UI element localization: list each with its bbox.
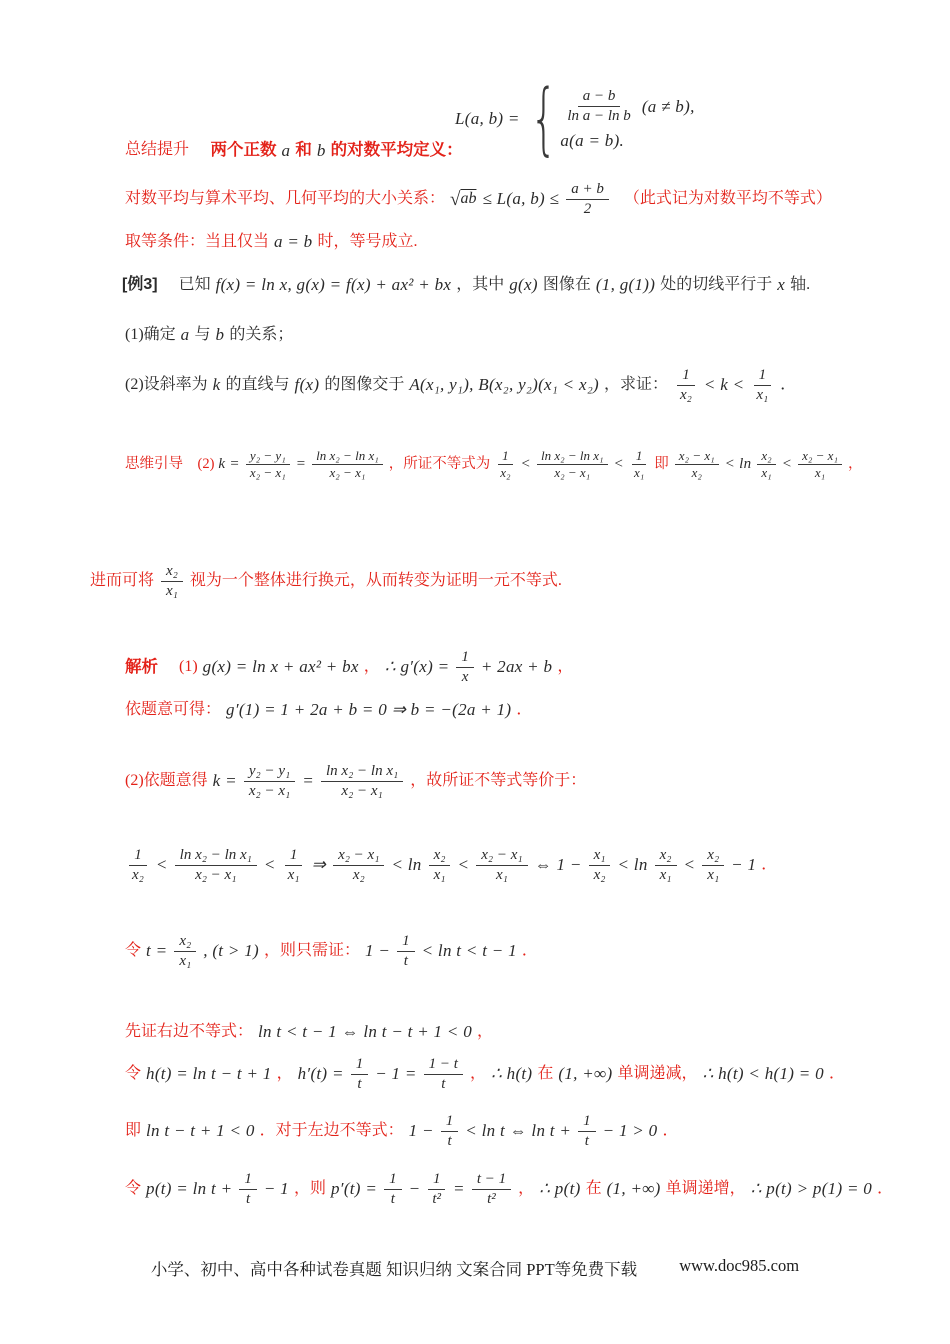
math-run: b (316, 140, 326, 160)
page-footer (0, 1256, 950, 1280)
fraction-numerator: 1 (578, 1112, 596, 1132)
cases-row (560, 87, 694, 126)
fraction (578, 1112, 596, 1151)
fraction (496, 448, 514, 482)
fraction-numerator: 1 (754, 366, 772, 386)
fraction (424, 1055, 463, 1094)
math-run: k = (218, 456, 240, 473)
fraction-numerator: 1 (351, 1055, 369, 1075)
fraction-denominator: ln a − ln b (567, 108, 631, 125)
annotation-text-run: ． (828, 1064, 845, 1082)
fraction-numerator: x₂ − x₁ (476, 846, 527, 866)
p-function-proof-line (125, 1170, 893, 1209)
annotation-text-run: 即 (125, 1121, 142, 1139)
annotation-text-run: ． (521, 941, 538, 959)
fraction (441, 1112, 459, 1151)
math-run: < ln (724, 456, 752, 473)
fraction-denominator: x₂ − x₁ (249, 465, 286, 481)
mean-relation-line (125, 180, 832, 219)
annotation-text-run: 两个正数 (194, 141, 277, 159)
math-run: , (t > 1) (203, 941, 259, 961)
fraction (537, 448, 608, 482)
fraction (655, 846, 677, 885)
text-run: 轴. (790, 276, 811, 293)
fraction (333, 846, 384, 885)
fraction (675, 448, 719, 482)
question-1-line (125, 325, 293, 346)
math-run: ∴ p(t) > p(1) = 0 (750, 1179, 873, 1199)
fraction-numerator: 1 (285, 846, 303, 866)
fraction-denominator: x₂ (132, 866, 144, 883)
fraction-denominator: x₁ (659, 866, 672, 883)
fraction-numerator: x₂ (174, 932, 196, 952)
annotation-text-run: （此式记为对数平均不等式） (615, 189, 832, 207)
derivative-result-line (125, 700, 532, 721)
math-run: x (777, 275, 786, 295)
fraction-denominator: t (403, 952, 408, 969)
fraction-denominator: x₁ (814, 465, 826, 481)
annotation-text-run: ， (518, 1179, 535, 1197)
annotation-text-run: (2)依题意得 (125, 771, 208, 789)
math-run: − 1 > 0 (602, 1121, 658, 1141)
annotation-text-run: ，则 (293, 1179, 326, 1197)
cases-rows (560, 87, 694, 151)
analysis-part1-line (125, 648, 573, 687)
math-run: = (295, 456, 307, 473)
math-run: < ln (391, 855, 422, 875)
fraction-denominator: 2 (583, 200, 592, 217)
cases-brace: { (529, 74, 558, 164)
left-inequality-line (125, 1112, 678, 1151)
fraction (456, 648, 474, 687)
math-run: g(x) (509, 275, 538, 295)
math-run: t = (146, 941, 168, 961)
math-run: p′(t) = (331, 1179, 378, 1199)
fraction (757, 448, 775, 482)
math-run: < ln t ⇔ ln t + (465, 1121, 572, 1141)
fraction (589, 846, 611, 885)
fraction (472, 1170, 511, 1209)
fraction-numerator: ln x₂ − ln x₁ (321, 762, 403, 782)
substitution-t-line (125, 932, 538, 971)
math-run: ∴ h(t) < h(1) = 0 (702, 1064, 824, 1084)
fraction (397, 932, 415, 971)
math-run: ⇔ 1 − (534, 855, 582, 875)
math-run: h(t) = ln t − t + 1 (146, 1064, 272, 1084)
fraction-numerator: x₂ − x₁ (333, 846, 384, 866)
math-run: < (683, 855, 696, 875)
annotation-text-run: ， (557, 657, 574, 675)
fraction-numerator: x₂ − x₁ (675, 448, 719, 465)
piecewise-cases (525, 74, 695, 164)
cases-row (560, 131, 694, 151)
math-run: a (180, 325, 190, 345)
annotation-text-run: 令 (125, 941, 142, 959)
fraction (476, 846, 527, 885)
math-run: b (215, 325, 225, 345)
math-run: (1, g(1)) (595, 275, 656, 295)
fraction-denominator: t (390, 1190, 395, 1207)
math-run: < (457, 855, 470, 875)
fraction-denominator: x₂ − x₁ (554, 465, 591, 481)
math-run: 1 − (364, 941, 391, 961)
math-run: L(a, b) = (455, 109, 520, 129)
fraction-numerator: 1 (384, 1170, 402, 1190)
fraction-denominator: x₁ (287, 866, 300, 883)
summary-title-line (125, 140, 463, 161)
fraction (384, 1170, 402, 1209)
footer-download-text: 小学、初中、高中各种试卷真题 知识归纳 文案合同 PPT等免费下载 (150, 1260, 638, 1279)
fraction (127, 846, 149, 885)
fraction-numerator: 1 (397, 932, 415, 952)
equality-condition-line (125, 232, 418, 253)
fraction-numerator: ln x₂ − ln x₁ (175, 846, 257, 866)
fraction-denominator: x₂ − x₁ (248, 782, 291, 799)
annotation-text-run: 先证右边不等式： (125, 1023, 254, 1040)
annotation-text-run: ． (662, 1121, 679, 1139)
annotation-text-run: 单调递减， (617, 1064, 698, 1082)
fraction (283, 846, 305, 885)
annotation-text-run: ，故所证不等式等价于： (410, 771, 587, 789)
annotation-text-run: ． (877, 1179, 894, 1197)
thinking-guide-line (125, 448, 862, 482)
annotation-text-run: 时，等号成立. (317, 233, 418, 250)
fraction (798, 448, 842, 482)
fraction-numerator: 1 (441, 1112, 459, 1132)
annotation-text-run: ， (477, 1023, 494, 1040)
right-inequality-line (125, 1022, 493, 1043)
math-run: h′(t) = (297, 1064, 344, 1084)
math-run: a = b (274, 232, 313, 252)
math-run: − 1 = (375, 1064, 417, 1084)
math-run: < ln (617, 855, 648, 875)
math-run: A(x₁, y₁), B(x₂, y₂)(x₁ < x₂) (409, 375, 599, 395)
text-run: 与 (194, 326, 211, 343)
math-run: < (781, 456, 793, 473)
math-run: − 1 (263, 1179, 289, 1199)
fraction-denominator: x₁ (166, 582, 178, 599)
annotation-text-run: 取等条件：当且仅当 (125, 233, 270, 250)
fraction-denominator: t (447, 1132, 452, 1149)
math-run: 1 − (408, 1121, 434, 1141)
annotation-text-run: 在 (585, 1179, 602, 1197)
fraction-numerator: a + b (566, 180, 609, 200)
math-run: = (453, 1179, 465, 1199)
fraction-numerator: 1 (129, 846, 147, 866)
fraction-numerator: 1 (456, 648, 474, 668)
substitution-note-line (90, 562, 562, 601)
fraction-numerator: 1 − t (424, 1055, 463, 1075)
math-run: k = (212, 771, 237, 791)
fraction (312, 448, 383, 482)
math-run: (1, +∞) (606, 1179, 661, 1199)
fraction-denominator: x₂ (500, 465, 511, 481)
fraction (427, 1170, 446, 1209)
fraction (751, 366, 773, 405)
annotation-text-run: ．对于左边不等式： (259, 1121, 404, 1139)
fraction-denominator: x₁ (761, 465, 772, 481)
fraction (675, 366, 697, 405)
math-run: g(x) = ln x + ax² + bx (202, 657, 359, 677)
fraction-numerator: 1 (428, 1170, 446, 1190)
math-run: ≤ L(a, b) ≤ (482, 189, 560, 209)
math-run: + 2ax + b (480, 657, 553, 677)
fraction-numerator: t − 1 (472, 1170, 511, 1190)
math-run: p(t) = ln t + (146, 1179, 233, 1199)
math-run: < (263, 855, 276, 875)
fraction-numerator: y₂ − y₁ (246, 448, 290, 465)
fraction-numerator: x₂ (655, 846, 677, 866)
annotation-text-run: ． (516, 701, 533, 718)
fraction-denominator: t (246, 1190, 251, 1207)
math-run: g′(1) = 1 + 2a + b = 0 ⇒ b = −(2a + 1) (226, 700, 512, 720)
text-run: ，求证： (604, 375, 669, 393)
fraction (321, 762, 403, 801)
fraction-denominator: x₁ (433, 866, 446, 883)
fraction-numerator: 1 (239, 1170, 257, 1190)
annotation-text-run: 即 (654, 456, 669, 473)
math-run: ln t − t + 1 < 0 (146, 1121, 255, 1141)
fraction-denominator: x₂ − x₁ (341, 782, 383, 799)
fraction (630, 448, 648, 482)
annotation-text-run: 和 (295, 141, 312, 159)
fraction (429, 846, 451, 885)
math-run: f(x) (294, 375, 320, 395)
math-run: a (281, 140, 291, 160)
math-run: ln t < t − 1 ⇔ ln t − t + 1 < 0 (258, 1022, 473, 1042)
fraction-denominator: t (357, 1075, 362, 1092)
fraction-numerator: 1 (632, 448, 647, 465)
annotation-text-run: 视为一个整体进行换元，从而转变为证明一元不等式. (189, 571, 562, 589)
fraction-denominator: x₂ (352, 866, 365, 883)
text-run: 的直线与 (225, 375, 290, 393)
fraction-denominator: x₁ (707, 866, 720, 883)
fraction-numerator: 1 (498, 448, 513, 465)
text-run: 的图像交于 (324, 375, 405, 393)
fraction-numerator: x₂ (161, 562, 183, 582)
fraction (174, 932, 196, 971)
h-function-proof-line (125, 1055, 845, 1094)
fraction-numerator: ln x₂ − ln x₁ (537, 448, 608, 465)
text-run: (2)设斜率为 (125, 375, 208, 393)
math-run: f(x) = ln x, g(x) = f(x) + ax² + bx (215, 275, 452, 295)
annotation-text-run: (1) (163, 657, 198, 675)
annotation-text-run: 思维引导 (2) (125, 456, 215, 473)
math-run: (1, +∞) (558, 1064, 613, 1084)
fraction-numerator: ln x₂ − ln x₁ (312, 448, 383, 465)
math-run: − 1 (731, 855, 757, 875)
fraction-numerator: x₂ (757, 448, 775, 465)
annotation-text-run: 进而可将 (90, 571, 155, 589)
annotation-text-run: 对数平均与算术平均、几何平均的大小关系： (125, 189, 446, 207)
math-run: < (613, 456, 624, 473)
fraction-denominator: x₂ (691, 465, 702, 481)
math-run: = (302, 771, 314, 791)
question-2-line (125, 366, 796, 405)
fraction (239, 1170, 257, 1209)
math-run: a(a = b). (560, 130, 625, 150)
math-run: ⇒ (311, 855, 327, 875)
example-3-statement-line (122, 275, 810, 296)
analysis-part2-line (125, 762, 586, 801)
annotation-text-run: ． (761, 855, 778, 873)
fraction (175, 846, 257, 885)
annotation-text-run: ， (363, 657, 380, 675)
math-run: ∴ h(t) (490, 1064, 533, 1084)
fraction (161, 562, 183, 601)
text-run: ，其中 (456, 276, 505, 293)
fraction-numerator: 1 (677, 366, 695, 386)
annotation-text-run: 的对数平均定义： (330, 141, 463, 159)
text-run: 处的切线平行于 (660, 276, 773, 293)
math-run: − (408, 1179, 421, 1199)
fraction (244, 762, 295, 801)
radicand: ab (460, 189, 477, 207)
annotation-text-run: ， (847, 456, 863, 473)
annotation-text-run: ， (276, 1064, 293, 1082)
fraction-denominator: t² (487, 1190, 496, 1207)
text-run: ． (780, 375, 797, 393)
annotation-text-run: 令 (125, 1064, 142, 1082)
annotation-text-run: 解析 (125, 657, 158, 676)
math-run: ∴ p(t) (539, 1179, 581, 1199)
fraction-denominator: x₂ − x₁ (195, 866, 237, 883)
annotation-text-run: ，所证不等式为 (388, 456, 491, 473)
footer-site-url: www.doc985.com (679, 1256, 800, 1275)
math-run: < (155, 855, 168, 875)
text-run: 已知 (162, 276, 211, 293)
fraction-numerator: a − b (578, 87, 621, 107)
annotation-text-run: ，则只需证： (263, 941, 360, 959)
annotation-text-run: 单调递增， (665, 1179, 746, 1197)
fraction-denominator: t (584, 1132, 589, 1149)
math-run: k (212, 375, 221, 395)
fraction (246, 448, 290, 482)
fraction-denominator: x₁ (756, 386, 769, 403)
fraction (351, 1055, 369, 1094)
sqrt-expression (450, 190, 477, 209)
fraction-denominator: x₂ − x₁ (329, 465, 366, 481)
fraction-numerator: x₂ − x₁ (798, 448, 842, 465)
fraction-denominator: t (441, 1075, 446, 1092)
fraction-denominator: x₂ (593, 866, 606, 883)
text-run: [例3] (122, 276, 158, 293)
fraction-denominator: x₁ (496, 866, 508, 883)
equivalent-inequality-chain-line (125, 846, 777, 885)
annotation-text-run: 令 (125, 1179, 142, 1197)
text-run: (1)确定 (125, 326, 176, 343)
fraction-denominator: x₁ (179, 952, 192, 969)
fraction (702, 846, 724, 885)
fraction-numerator: x₁ (589, 846, 611, 866)
radical-sign: √ (450, 188, 461, 210)
fraction-denominator: t² (432, 1190, 442, 1207)
math-run: < (520, 456, 531, 473)
fraction (566, 180, 609, 219)
annotation-text-run: 在 (537, 1064, 554, 1082)
math-run: (a ≠ b), (641, 96, 695, 116)
fraction-numerator: y₂ − y₁ (244, 762, 295, 782)
text-run: 图像在 (542, 276, 591, 293)
annotation-text-run: ， (469, 1064, 486, 1082)
fraction-denominator: x₂ (680, 386, 692, 403)
fraction-denominator: x₁ (633, 465, 645, 481)
fraction-numerator: x₂ (429, 846, 451, 866)
annotation-text-run: 依题意可得： (125, 701, 222, 718)
log-mean-cases-formula (455, 74, 695, 164)
math-run: < k < (703, 375, 745, 395)
fraction (562, 87, 635, 126)
text-run: 的关系； (229, 326, 294, 343)
annotation-text-run: 总结提升 (125, 141, 190, 159)
fraction-denominator: x (461, 668, 469, 685)
fraction-numerator: x₂ (702, 846, 724, 866)
math-run: < ln t < t − 1 (421, 941, 517, 961)
math-run: ∴ g′(x) = (384, 657, 450, 677)
